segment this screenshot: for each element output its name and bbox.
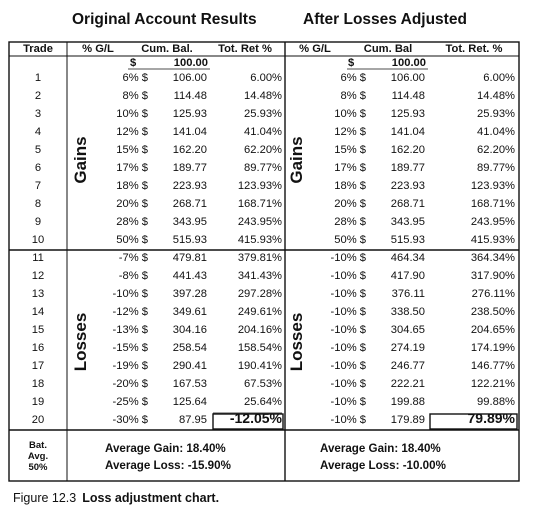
right-cum-bal: 343.95 [390,216,425,228]
trade-number: 18 [31,378,45,390]
left-tot-ret: 379.81% [237,252,282,264]
right-tot-ret: 14.48% [477,90,515,102]
section-label-losses-left: Losses [71,312,90,372]
left-cum-bal: 290.41 [172,360,207,372]
right-pct-gl: -10% $ [330,378,366,390]
right-tot-ret: 243.95% [470,216,515,228]
left-tot-ret: 67.53% [244,378,282,390]
left-tot-ret: 6.00% [250,72,282,84]
figure-number: Figure 12.3 [13,491,77,505]
trade-number: 6 [34,162,42,174]
right-cum-bal: 417.90 [390,270,425,282]
left-tot-ret: 249.61% [237,306,282,318]
start-balance-value-right: 100.00 [391,57,426,69]
bat-avg-line-1: Avg. [27,451,49,462]
right-cum-bal: 189.77 [390,162,425,174]
trade-number: 10 [31,234,45,246]
right-pct-gl: 8% $ [340,90,366,102]
left-tot-ret: 14.48% [244,90,282,102]
right-cum-bal: 246.77 [390,360,425,372]
left-pct-gl: 18% $ [116,180,148,192]
left-pct-gl: 6% $ [122,72,148,84]
left-cum-bal: 114.48 [173,90,207,102]
left-cum-bal: 106.00 [172,72,207,84]
left-tot-ret: 190.41% [237,360,282,372]
right-pct-gl: -10% $ [330,270,366,282]
right-tot-ret: 6.00% [483,72,515,84]
right-tot-ret: 122.21% [470,378,515,390]
left-tot-ret: 204.16% [237,324,282,336]
left-pct-gl: -25% $ [112,396,148,408]
trade-number: 17 [31,360,45,372]
right-pct-gl: 6% $ [340,72,366,84]
right-cum-bal: 338.50 [390,306,425,318]
right-cum-bal: 162.20 [390,144,425,156]
bat-avg-line-0: Bat. [29,440,47,451]
left-cum-bal: 268.71 [172,198,207,210]
trade-number: 14 [31,306,45,318]
left-cum-bal: 125.64 [172,396,207,408]
right-pct-gl: -10% $ [330,306,366,318]
left-cum-bal: 141.04 [172,126,207,138]
trade-number: 12 [31,270,45,282]
left-pct-gl: -7% $ [118,252,148,264]
heading-original-results: Original Account Results [72,11,257,28]
right-cum-bal: 106.00 [390,72,425,84]
right-pct-gl: -10% $ [330,360,366,372]
left-tot-ret: 168.71% [237,198,282,210]
header-right-col-1: Cum. Bal [363,43,413,55]
trade-number: 1 [34,72,42,84]
left-tot-ret: -12.05% [229,410,282,426]
right-tot-ret: 317.90% [470,270,515,282]
trade-number: 2 [34,90,42,102]
trade-number: 16 [31,342,45,354]
header-right-col-2: Tot. Ret. % [445,43,503,55]
trade-number: 20 [31,414,45,426]
right-cum-bal: 223.93 [390,180,425,192]
bat-avg-line-2: 50% [28,462,48,473]
right-cum-bal: 125.93 [390,108,425,120]
trade-number: 5 [34,144,42,156]
right-cum-bal: 274.19 [390,342,425,354]
right-cum-bal: 268.71 [390,198,425,210]
left-tot-ret: 41.04% [244,126,282,138]
left-cum-bal: 349.61 [172,306,207,318]
left-pct-gl: -19% $ [112,360,148,372]
left-pct-gl: -13% $ [112,324,148,336]
left-pct-gl: -10% $ [112,288,148,300]
right-tot-ret: 25.93% [477,108,515,120]
left-pct-gl: 15% $ [116,144,148,156]
start-balance-value-left: 100.00 [173,57,208,69]
right-tot-ret: 79.89% [467,410,515,426]
left-tot-ret: 89.77% [244,162,282,174]
average-gain-right: Average Gain: 18.40% [320,442,441,455]
right-tot-ret: 415.93% [470,234,515,246]
left-cum-bal: 343.95 [172,216,207,228]
left-pct-gl: -30% $ [112,414,148,426]
trade-number: 3 [34,108,42,120]
section-label-gains-left: Gains [71,136,90,184]
left-tot-ret: 25.93% [244,108,282,120]
right-tot-ret: 41.04% [477,126,515,138]
right-tot-ret: 123.93% [470,180,515,192]
trade-number: 8 [34,198,42,210]
start-balance-currency-left: $ [130,57,137,69]
right-pct-gl: 12% $ [334,126,366,138]
left-cum-bal: 125.93 [172,108,207,120]
trade-number: 4 [34,126,42,138]
right-tot-ret: 99.88% [477,396,515,408]
header-left-col-0: % G/L [82,43,114,55]
left-tot-ret: 158.54% [237,342,282,354]
right-cum-bal: 222.21 [390,378,425,390]
left-pct-gl: 17% $ [116,162,148,174]
right-pct-gl: 20% $ [334,198,366,210]
left-tot-ret: 415.93% [237,234,282,246]
header-trade: Trade [23,43,53,55]
right-pct-gl: 28% $ [334,216,366,228]
right-cum-bal: 515.93 [390,234,425,246]
right-tot-ret: 89.77% [477,162,515,174]
left-pct-gl: 10% $ [116,108,148,120]
right-tot-ret: 146.77% [470,360,515,372]
right-pct-gl: 10% $ [334,108,366,120]
right-tot-ret: 276.11% [471,288,515,300]
right-tot-ret: 238.50% [470,306,515,318]
trade-number: 7 [34,180,42,192]
right-pct-gl: -10% $ [330,414,366,426]
left-tot-ret: 341.43% [237,270,282,282]
left-pct-gl: -12% $ [112,306,148,318]
left-pct-gl: -15% $ [112,342,148,354]
left-tot-ret: 25.64% [244,396,282,408]
right-tot-ret: 62.20% [477,144,515,156]
left-pct-gl: 8% $ [122,90,148,102]
average-loss-right: Average Loss: -10.00% [320,459,446,472]
header-left-col-1: Cum. Bal. [141,43,193,55]
right-pct-gl: 15% $ [334,144,366,156]
right-pct-gl: 50% $ [334,234,366,246]
left-cum-bal: 87.95 [179,414,207,426]
right-pct-gl: -10% $ [330,324,366,336]
left-pct-gl: 28% $ [116,216,148,228]
trade-number: 13 [31,288,45,300]
left-cum-bal: 258.54 [172,342,207,354]
left-cum-bal: 515.93 [172,234,207,246]
figure-title: Loss adjustment chart. [82,491,220,505]
left-cum-bal: 441.43 [172,270,207,282]
left-pct-gl: -20% $ [112,378,148,390]
right-tot-ret: 204.65% [470,324,515,336]
header-left-col-2: Tot. Ret % [218,43,272,55]
trade-number: 19 [31,396,45,408]
trade-number: 9 [34,216,42,228]
heading-after-losses-adjusted: After Losses Adjusted [303,11,467,28]
section-label-losses-right: Losses [287,312,306,372]
right-cum-bal: 114.48 [391,90,425,102]
left-pct-gl: 20% $ [116,198,148,210]
trade-number: 11 [32,252,44,264]
left-cum-bal: 397.28 [172,288,207,300]
left-tot-ret: 123.93% [237,180,282,192]
right-tot-ret: 174.19% [470,342,515,354]
left-cum-bal: 167.53 [172,378,207,390]
right-pct-gl: -10% $ [330,396,366,408]
right-cum-bal: 304.65 [390,324,425,336]
left-cum-bal: 223.93 [172,180,207,192]
right-pct-gl: -10% $ [330,342,366,354]
left-cum-bal: 479.81 [172,252,207,264]
right-cum-bal: 376.11 [391,288,425,300]
right-pct-gl: 17% $ [334,162,366,174]
left-tot-ret: 297.28% [237,288,282,300]
section-label-gains-right: Gains [287,136,306,184]
right-pct-gl: 18% $ [334,180,366,192]
left-cum-bal: 189.77 [172,162,207,174]
figure-caption [13,491,219,505]
right-cum-bal: 141.04 [390,126,425,138]
left-tot-ret: 243.95% [237,216,282,228]
left-pct-gl: -8% $ [118,270,148,282]
start-balance-currency-right: $ [348,57,355,69]
right-tot-ret: 168.71% [470,198,515,210]
right-cum-bal: 464.34 [390,252,425,264]
right-pct-gl: -10% $ [330,288,366,300]
left-cum-bal: 304.16 [172,324,207,336]
trade-number: 15 [31,324,45,336]
average-gain-left: Average Gain: 18.40% [105,442,226,455]
average-loss-left: Average Loss: -15.90% [105,459,231,472]
left-cum-bal: 162.20 [172,144,207,156]
header-right-col-0: % G/L [299,43,331,55]
left-pct-gl: 12% $ [116,126,148,138]
right-cum-bal: 179.89 [390,414,425,426]
right-tot-ret: 364.34% [470,252,515,264]
left-pct-gl: 50% $ [116,234,148,246]
right-cum-bal: 199.88 [390,396,425,408]
left-tot-ret: 62.20% [244,144,282,156]
right-pct-gl: -10% $ [330,252,366,264]
